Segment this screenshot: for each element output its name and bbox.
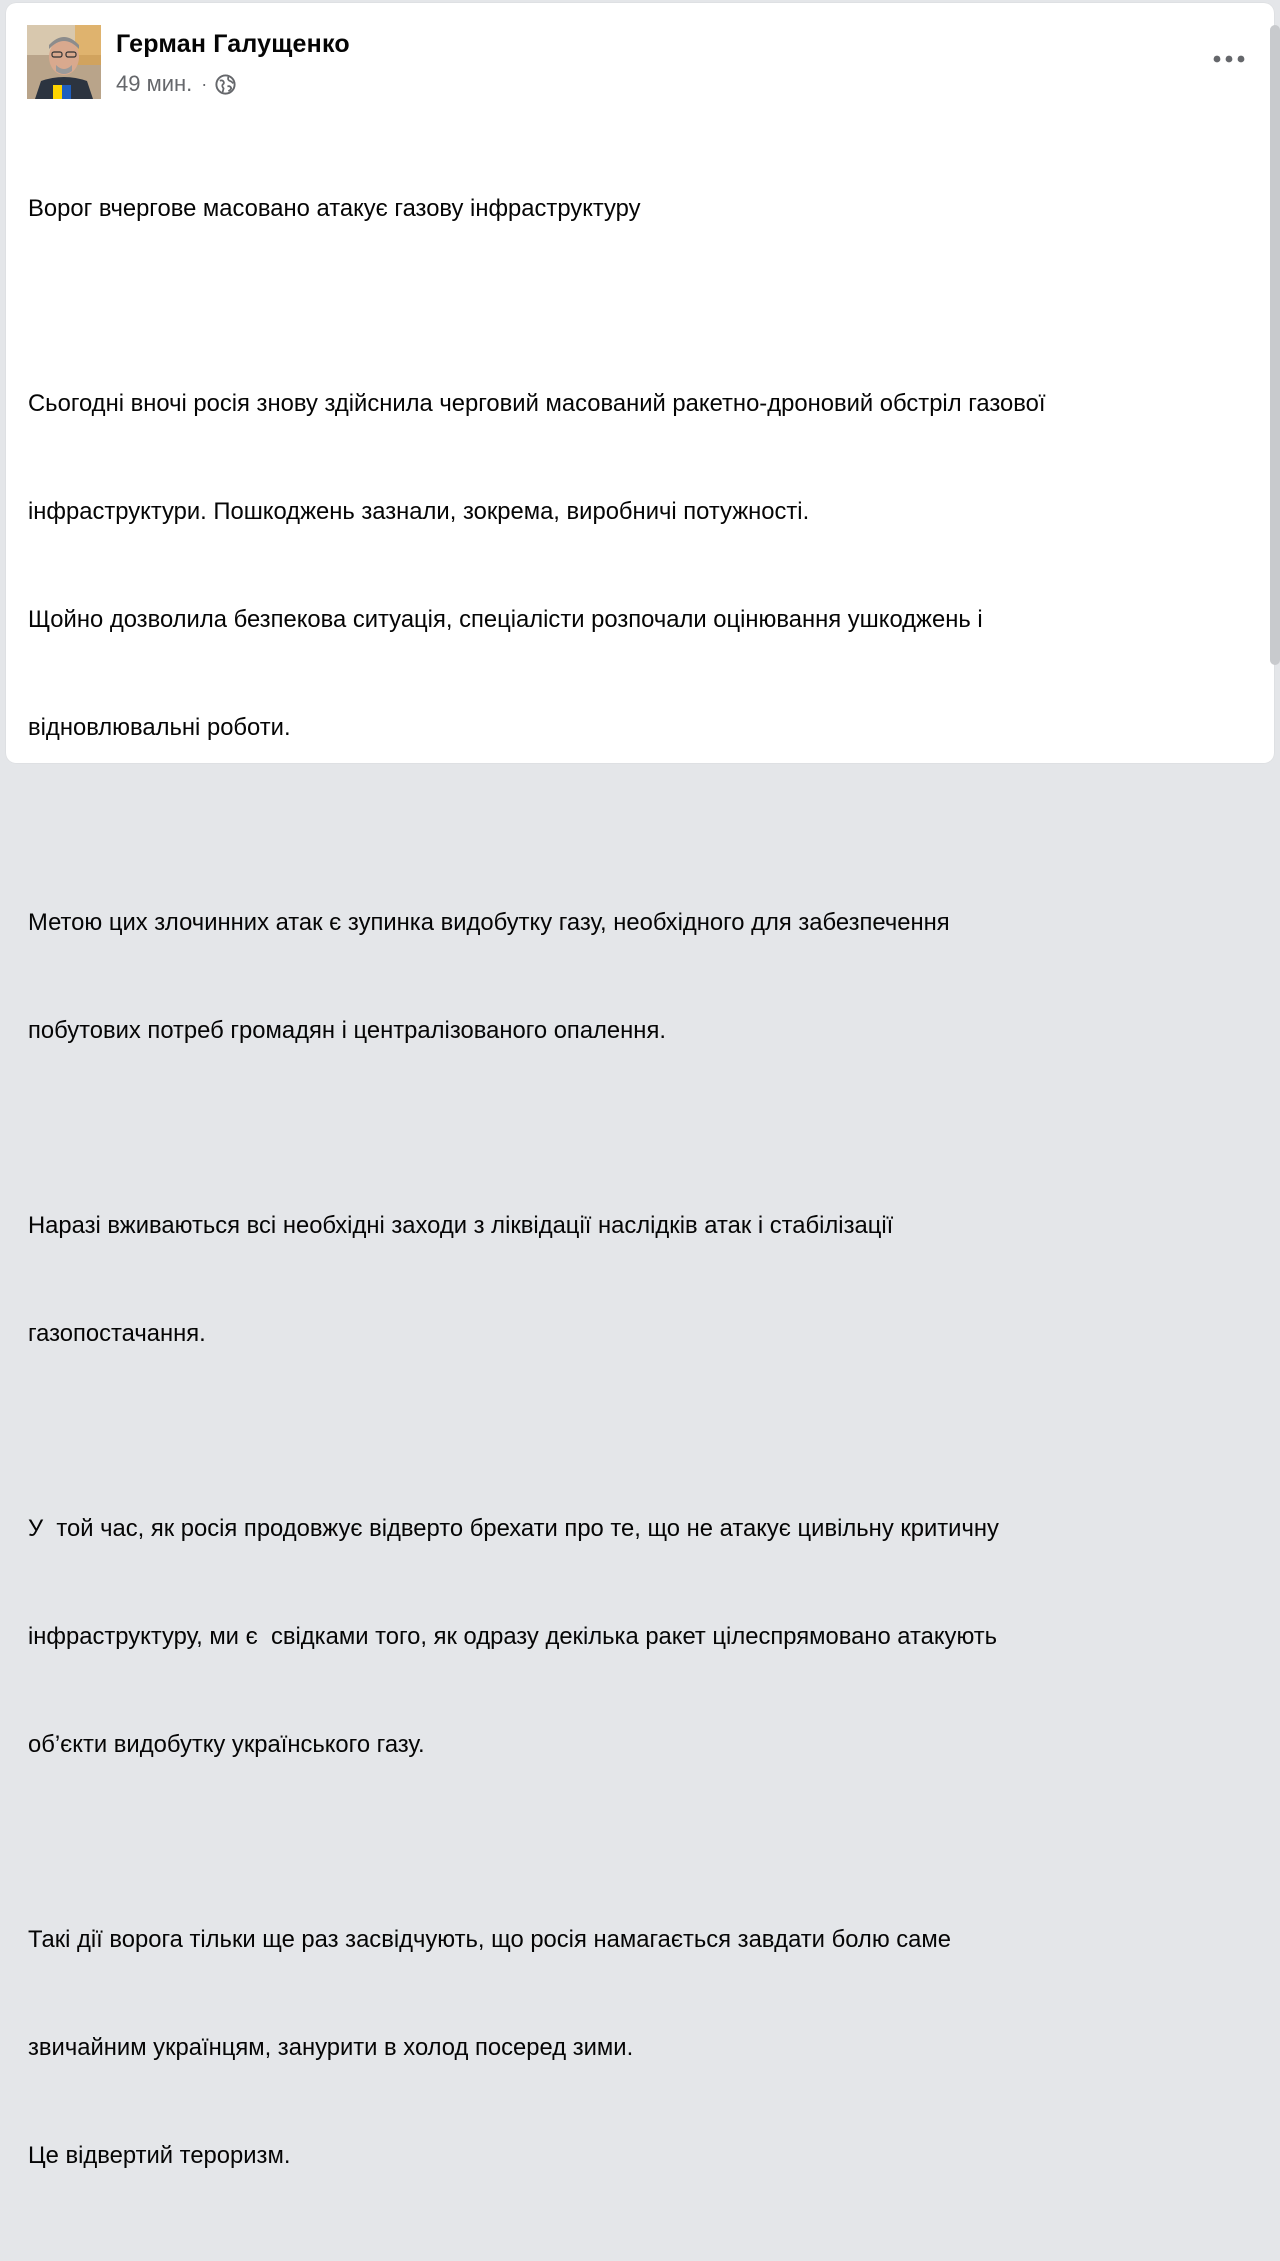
post-paragraph	[28, 314, 1258, 818]
post-text	[28, 119, 1258, 2261]
text-line: Наразі вживаються всі необхідні заходи з ліквідації наслідків атак і стабілізації	[28, 1212, 894, 1239]
text-line: відновлювальні роботи.	[28, 714, 291, 741]
text-line: Такі дії ворога тільки ще раз засвідчують, що росія намагається завдати болю саме	[28, 1926, 952, 1953]
text-line: Сьогодні вночі росія знову здійснила черговий масований ракетно-дроновий обстріл газової	[28, 390, 1046, 417]
text-line: інфраструктуру, ми є свідками того, як одразу декілька ракет цілеспрямовано атакують	[28, 1623, 998, 1650]
author-avatar[interactable]	[27, 25, 101, 99]
post-meta	[116, 70, 237, 98]
globe-icon[interactable]	[214, 73, 237, 96]
more-dots-icon	[1213, 55, 1245, 63]
text-line: Щойно дозволила безпекова ситуація, спеціалісти розпочали оцінювання ушкоджень і	[28, 606, 983, 633]
text-line: об’єкти видобутку українського газу.	[28, 1731, 425, 1758]
post-card	[6, 3, 1274, 2169]
text-line: побутових потреб громадян і централізованого опалення.	[28, 1017, 666, 1044]
text-line: Це відвертий тероризм.	[28, 2142, 291, 2169]
author-name[interactable]: Герман Галущенко	[116, 30, 350, 58]
more-options-button[interactable]	[1209, 44, 1249, 74]
text-line: газопостачання.	[28, 1320, 206, 1347]
post-paragraph	[28, 1850, 1258, 2246]
text-line: інфраструктури. Пошкоджень зазнали, зокрема, виробничі потужності.	[28, 498, 810, 525]
author-avatar-photo	[27, 25, 101, 99]
scrollbar-thumb[interactable]	[1270, 25, 1280, 665]
meta-separator: ·	[201, 73, 208, 94]
post-timestamp[interactable]: 49 мин.	[116, 71, 193, 96]
post-paragraph	[28, 833, 1258, 1121]
post-paragraph	[28, 1136, 1258, 1424]
text-line: Ворог вчергове масовано атакує газову інфраструктуру	[28, 195, 641, 222]
text-line: звичайним українцям, занурити в холод посеред зими.	[28, 2034, 634, 2061]
post-paragraph	[28, 119, 1258, 299]
text-line: У той час, як росія продовжує відверто брехати про те, що не атакує цивільну критичну	[28, 1515, 999, 1542]
text-line: Метою цих злочинних атак є зупинка видобутку газу, необхідного для забезпечення	[28, 909, 950, 936]
post-paragraph	[28, 1439, 1258, 1835]
